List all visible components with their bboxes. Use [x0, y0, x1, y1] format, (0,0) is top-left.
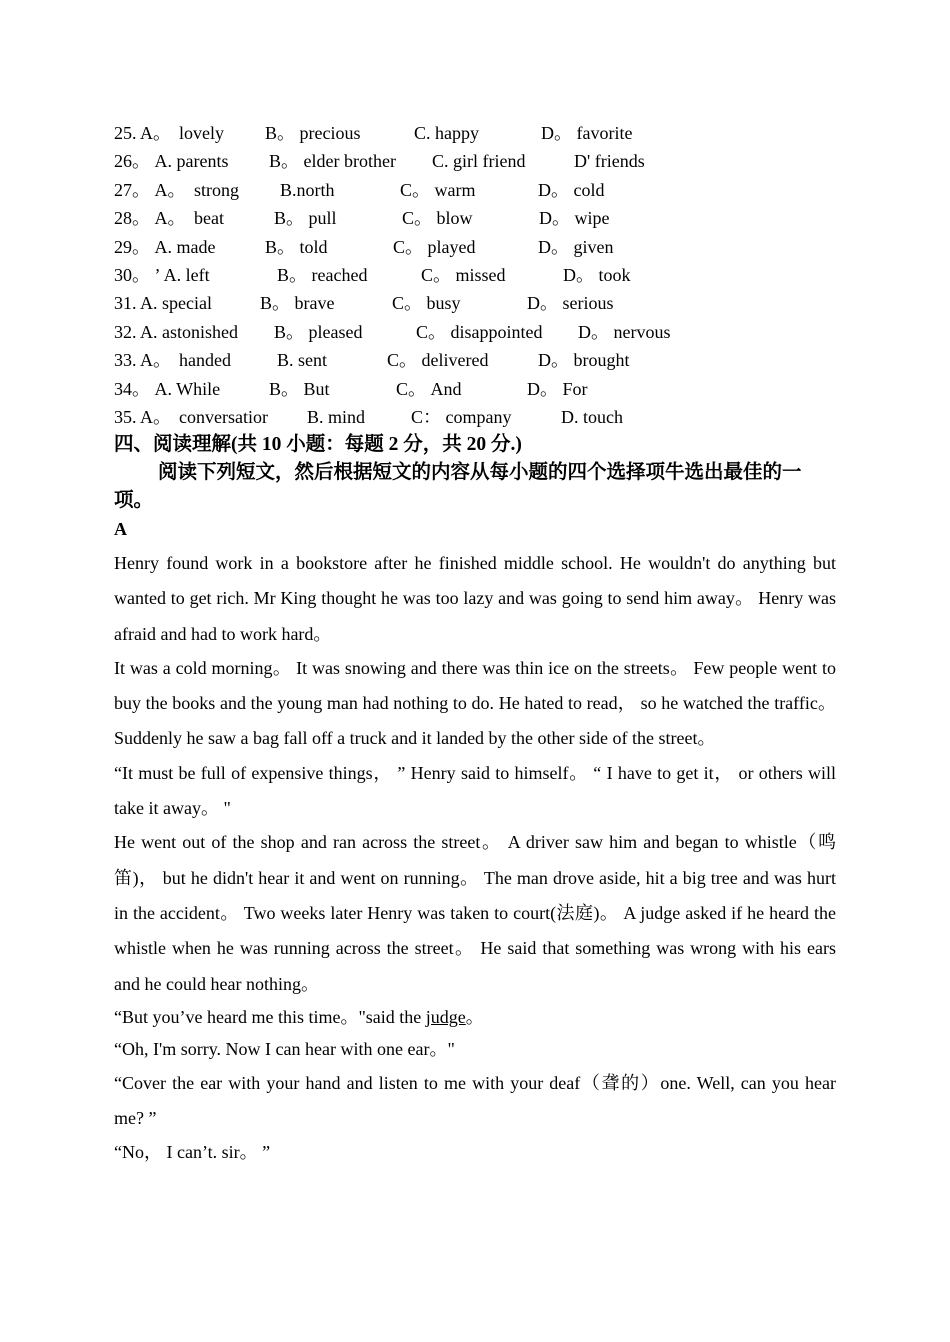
option-b: B。 But [269, 378, 330, 399]
option-d: D。 For [527, 378, 588, 399]
reading-passage [114, 546, 836, 1170]
underlined-word: judge [425, 1006, 466, 1027]
option-d: D。 took [563, 264, 631, 285]
option-row-33 [114, 346, 854, 374]
option-c: C。 delivered [387, 350, 489, 371]
option-b: B。 reached [277, 264, 368, 285]
option-c: C。 And [396, 378, 462, 399]
option-row-29 [114, 233, 854, 261]
dialogue-line-2: “Oh, I'm sorry. Now I can hear with one ear。" [114, 1039, 455, 1060]
option-a: handed [179, 350, 231, 371]
option-number: 32. A. astonished [114, 321, 238, 342]
option-c: C。 missed [421, 264, 506, 285]
option-a: strong [194, 179, 239, 200]
passage-paragraph-2: It was a cold morning。 It was snowing and there was thin ice on the streets。 Few people went to buy the books and the young man had nothing to do. He hated to read， so he watched the traffic。 Suddenly he saw a bag fall off a truck and it landed by the other side of the street。 [114, 657, 836, 749]
option-b: B. mind [307, 406, 366, 427]
option-c: C. happy [414, 123, 479, 143]
option-b: B。 elder brother [269, 151, 396, 172]
option-c: C。 played [393, 236, 476, 257]
option-d: D。 wipe [539, 208, 610, 229]
option-d: D。 favorite [541, 123, 633, 143]
option-row-30 [114, 261, 854, 289]
passage-label: A [114, 519, 127, 539]
option-c: C。 warm [400, 179, 476, 200]
dialogue-line-1 [114, 1001, 836, 1035]
dialogue-line-4: “No， I can’t. sir。 ” [114, 1142, 271, 1163]
answer-options [114, 119, 854, 431]
option-number: 29。 A. made [114, 236, 216, 257]
option-b: B。 pleased [274, 321, 363, 342]
option-c: C. girl friend [432, 151, 526, 172]
dialogue-line-3: “Cover the ear with your hand and listen to me with your deaf（聋的）one. Well, can you hear me? ” [114, 1072, 836, 1129]
option-c: C。 disappointed [416, 321, 543, 342]
option-row-31 [114, 289, 854, 317]
option-number: 34。 A. While [114, 378, 221, 399]
passage-paragraph-4: He went out of the shop and ran across the street。 A driver saw him and began to whistle（鸣笛)， but he didn't hear it and went on running。 The man drove aside, hit a big tree and was hurt in the accident。 Two weeks later Henry was taken to court(法庭)。 A judge asked if he heard the whistle when he was running across the street。 He said that something was wrong with his ears and he could hear nothing。 [114, 832, 836, 994]
option-number: 35. A。 [114, 406, 172, 427]
passage-paragraph-3: “It must be full of expensive things， ” Henry said to himself。 “ I have to get it， or others will take it away。 " [114, 762, 836, 819]
passage-paragraph-1: Henry found work in a bookstore after he finished middle school. He wouldn't do anything but wanted to get rich. Mr King thought he was too lazy and was going to send him away。 Henry was afraid and had to work hard。 [114, 553, 836, 644]
option-d: D。 cold [538, 179, 605, 200]
option-d: D。 nervous [578, 321, 671, 342]
option-number: 33. A。 [114, 350, 172, 371]
option-row-32 [114, 318, 854, 346]
option-d: D. touch [561, 406, 623, 427]
option-b: B.north [280, 179, 335, 200]
option-number: 25. A。 [114, 123, 172, 143]
option-b: B。 precious [265, 123, 361, 143]
option-a: beat [194, 208, 224, 229]
instruction-text: 阅读下列短文，然后根据短文的内容从每小题的四个选择项牛选出最佳的一项。 [114, 462, 802, 511]
option-row-27 [114, 176, 854, 204]
option-row-34 [114, 375, 854, 403]
option-a: lovely [179, 123, 224, 143]
dialogue-text: 。 [465, 1006, 484, 1027]
option-row-28 [114, 204, 854, 232]
option-d: D。 given [538, 236, 614, 257]
section-heading: 四、阅读理解(共 10 小题：每题 2 分，共 20 分.) [114, 434, 522, 455]
option-row-26 [114, 147, 854, 175]
option-d: D' friends [574, 151, 645, 172]
option-c: C。 busy [392, 293, 461, 314]
option-d: D。 serious [527, 293, 614, 314]
option-b: B。 told [265, 236, 328, 257]
option-c: C。 blow [402, 208, 473, 229]
option-number: 26。 A. parents [114, 151, 229, 172]
option-row-25 [114, 119, 854, 147]
dialogue-text: “But you’ve heard me this time。"said the [114, 1006, 426, 1027]
option-number: 28。 A。 [114, 208, 186, 229]
option-number: 30。 ’ A. left [114, 264, 210, 285]
option-c: C： company [411, 406, 512, 427]
option-d: D。 brought [538, 350, 630, 371]
option-number: 31. A. special [114, 293, 212, 314]
option-number: 27。 A。 [114, 179, 186, 200]
option-b: B。 brave [260, 293, 335, 314]
option-a: conversatior [179, 406, 268, 427]
option-b: B。 pull [274, 208, 337, 229]
option-row-35 [114, 403, 854, 431]
option-b: B. sent [277, 350, 328, 371]
